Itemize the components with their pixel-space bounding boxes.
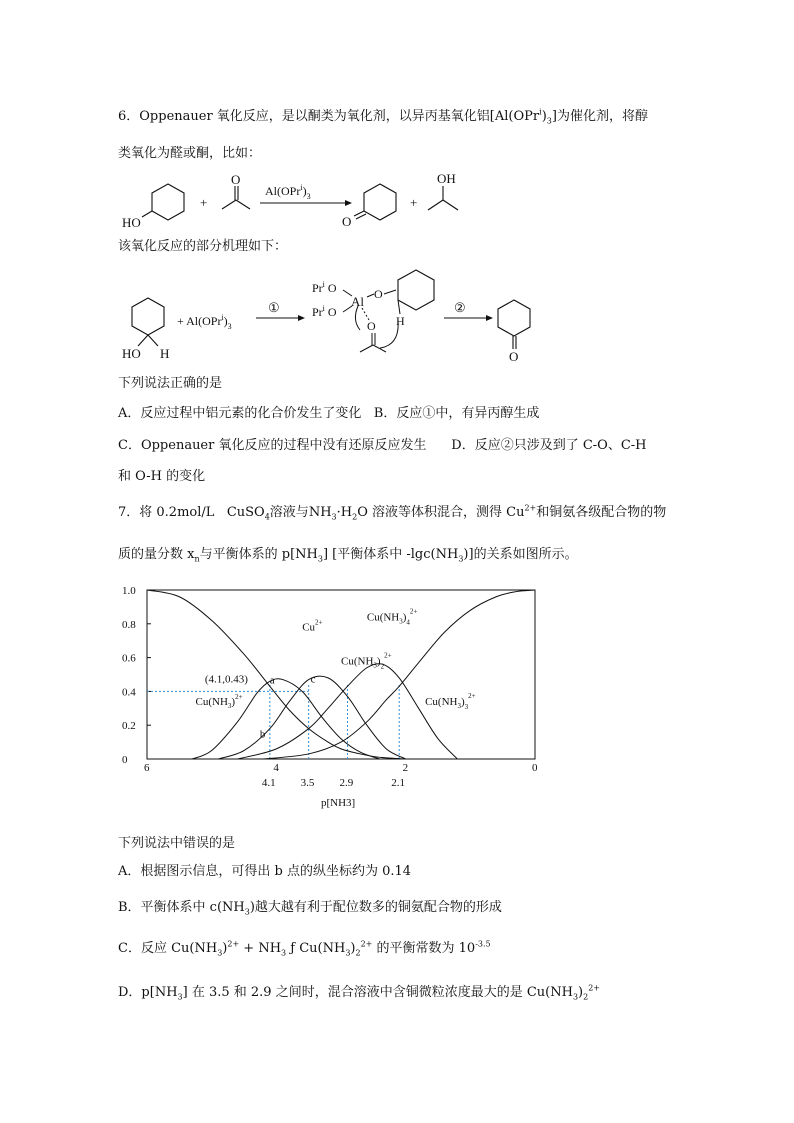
q6-option-c[interactable]: C．Oppenauer 氧化反应的过程中没有还原反应发生 <box>118 438 427 453</box>
q7-option-b[interactable]: B．平衡体系中 $c(NH_3)$越大越有利于配位数多的铜氨配合物的形成 <box>118 900 502 917</box>
series-label: $Cu(NH_3)_4^{2+}$ <box>366 607 418 627</box>
x-tick-label: 4 <box>273 762 279 774</box>
q6-option-d[interactable]: D．反应②只涉及到了 C-O、C-H <box>451 438 647 453</box>
q7-option-c[interactable]: C．反应 $Cu(NH_3)^{2+} + NH_3$ ƒ $Cu(NH_3)_2^{2+}$ 的平衡常数为 $10^{-3.5}$ <box>118 939 491 958</box>
y-tick-label: 1.0 <box>122 585 136 597</box>
x-tick-label: 2 <box>402 762 409 774</box>
x-tick-label: 6 <box>144 762 150 774</box>
q7-option-a[interactable]: A．根据图示信息，可得出 b 点的纵坐标约为 0.14 <box>118 864 412 879</box>
o-label: O <box>342 214 352 229</box>
plus-sign: + <box>410 195 418 210</box>
ho-label: HO <box>122 346 141 361</box>
al-label: Al <box>351 294 364 309</box>
point-label-a: a <box>269 674 275 687</box>
step2-label: ② <box>454 300 466 315</box>
q7-line2: 质的量分数 $x_n$与平衡体系的 $p[NH_3]$ [平衡体系中 $-\lg c(NH_3)$]的关系如图所示。 <box>118 547 578 564</box>
o-label: O <box>374 287 383 301</box>
q7-option-d[interactable]: D．$p[NH_3]$ 在 3.5 和 2.9 之间时，混合溶液中含铜微粒浓度最大的是 $Cu(NH_3)_2^{2+}$ <box>118 983 601 1002</box>
y-tick-label: 0.8 <box>122 618 136 631</box>
q6-option-d-cont: 和 O-H 的变化 <box>118 469 206 484</box>
series-label: $Cu(NH_3)_3^{2+}$ <box>425 691 476 711</box>
series-line <box>192 679 380 759</box>
catalyst-formula: $Al(OPr^i)_3$ <box>494 107 552 126</box>
series-label: $Cu(NH_3)_2^{2+}$ <box>341 651 392 671</box>
q6-question: 下列说法正确的是 <box>118 376 223 391</box>
y-tick-label: 0.2 <box>122 720 136 733</box>
point-coord-label: (4.1,0.43) <box>204 673 248 686</box>
o-label: O <box>367 319 376 333</box>
pri-label: Pr$^i$ O <box>312 304 337 319</box>
q6-line1: 6．Oppenauer 氧化反应，是以酮类为氧化剂，以异丙基氧化铝$[Al(OPr^i)_3]$为催化剂，将醇 <box>118 107 648 126</box>
q7-line1: 7．将 0.2mol/L CuSO$_4$溶液与$NH_3\cdot H_2O$ 溶液等体积混合，测得 $Cu^{2+}$和铜氨各级配合物的物 <box>118 503 667 522</box>
x-marked-label: 2.1 <box>391 777 405 789</box>
oh-label: OH <box>437 171 456 186</box>
mechanism-intro: 该氧化反应的部分机理如下： <box>118 239 288 254</box>
q7-question: 下列说法中错误的是 <box>118 836 236 851</box>
reagent-label: $Al(OPr^i)_3$ <box>265 183 311 201</box>
pri-label: Pr$^i$ O <box>312 280 337 295</box>
q6-option-a[interactable]: A．反应过程中铝元素的化合价发生了变化 <box>118 406 362 421</box>
o-label: O <box>231 172 241 187</box>
h-label: H <box>396 314 405 328</box>
q6-line2: 类氧化为醛或酮，比如： <box>118 146 262 161</box>
series-label: $Cu^{2+}$ <box>302 618 323 634</box>
x-tick-label: 0 <box>532 762 538 774</box>
h-label: H <box>160 346 170 361</box>
step1-label: ① <box>268 300 280 315</box>
y-tick-label: 0 <box>122 754 128 766</box>
mech-reagent: + $Al(OPr^i)_3$ <box>177 313 232 331</box>
plus-sign: + <box>200 195 208 210</box>
ho-label: HO <box>122 215 141 230</box>
x-marked-label: 4.1 <box>261 777 276 789</box>
series-label: $Cu(NH_3)^{2+}$ <box>195 692 243 710</box>
point-label-c: c <box>310 673 316 686</box>
x-marked-label: 2.9 <box>339 777 354 789</box>
point-label-b: b <box>259 728 266 741</box>
y-tick-label: 0.6 <box>122 652 136 665</box>
x-marked-label: 3.5 <box>300 777 315 789</box>
series-line <box>218 676 406 759</box>
y-tick-label: 0.4 <box>122 686 136 699</box>
o-label: O <box>509 349 519 364</box>
q6-option-b[interactable]: B．反应①中，有异丙醇生成 <box>373 406 540 421</box>
x-axis-label: p[NH3] <box>321 797 356 809</box>
